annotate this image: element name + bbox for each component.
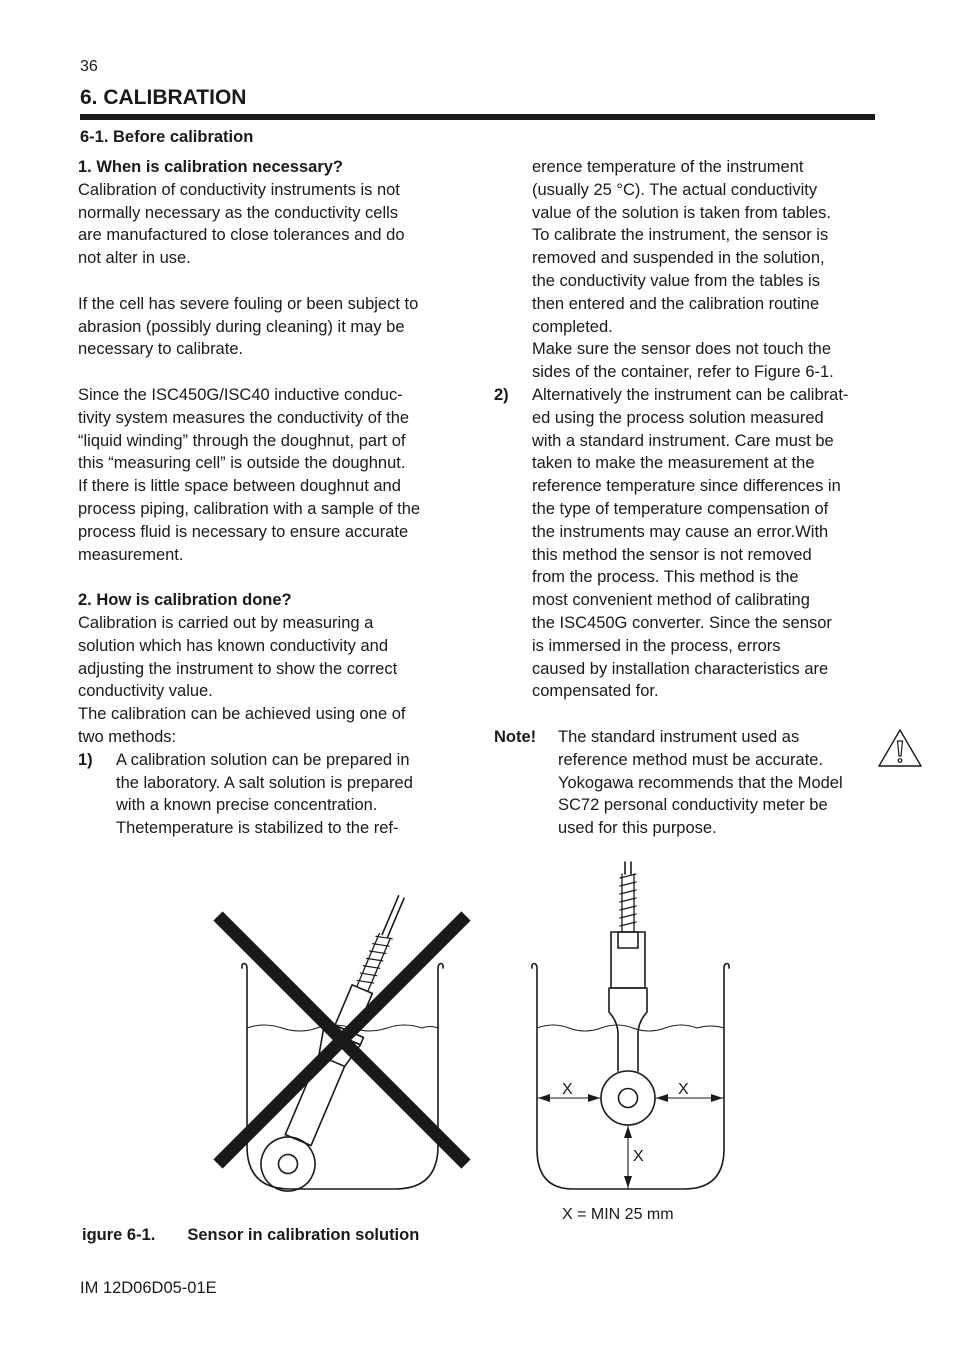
text-line: ed using the process solution measured (532, 408, 824, 427)
method-2 (494, 384, 884, 703)
text-line: Thetemperature is stabilized to the ref- (116, 819, 399, 838)
caption-title: Sensor in calibration solution (187, 1226, 420, 1244)
text-line: Calibration is carried out by measuring a (78, 613, 374, 632)
document-id-footer: IM 12D06D05-01E (80, 1279, 217, 1297)
dimension-note: X = MIN 25 mm (562, 1206, 674, 1223)
text-line: reference method must be accurate. (558, 750, 824, 769)
text-line: SC72 personal conductivity meter be (558, 796, 828, 815)
text-line: the ISC450G converter. Since the sensor (532, 613, 832, 632)
text-line: removed and suspended in the solution, (532, 249, 825, 268)
title-rule (80, 114, 875, 120)
text-line: taken to make the measurement at the (532, 454, 815, 473)
text-line: A calibration solution can be prepared in (116, 750, 410, 769)
text-line: used for this purpose. (558, 819, 717, 838)
paragraph-how (78, 612, 468, 749)
text-line: then entered and the calibration routine (532, 294, 820, 313)
text-line: process fluid is necessary to ensure accurate (78, 522, 409, 541)
text-line: solution which has known conductivity and (78, 636, 389, 655)
text-line: sides of the container, refer to Figure 6-1. (532, 363, 834, 382)
text-line: conductivity value. (78, 682, 213, 701)
text-line: (usually 25 °C). The actual conductivity (532, 180, 818, 199)
liquid-surface-right (537, 1025, 724, 1031)
text-line: abrasion (possibly during cleaning) it may be (78, 317, 405, 336)
cross-x-icon (218, 916, 466, 1164)
paragraph-inductive (78, 384, 468, 566)
dimension-arrows (538, 1098, 723, 1188)
text-line: Calibration of conductivity instruments is not (78, 180, 400, 199)
text-line: are manufactured to close tolerances and do (78, 226, 405, 245)
text-line: Since the ISC450G/ISC40 inductive conduc- (78, 385, 403, 404)
caption-number: igure 6-1. (82, 1226, 156, 1244)
warning-triangle-icon (876, 727, 924, 769)
text-line: necessary to calibrate. (78, 340, 244, 359)
heading-how-calibrate: 2. How is calibration done? (78, 591, 292, 610)
correct-setup (532, 862, 729, 1189)
text-line: adjusting the instrument to show the correct (78, 659, 398, 678)
section-title: 6-1. Before calibration (80, 128, 254, 146)
text-line: the laboratory. A salt solution is prepared (116, 773, 413, 792)
left-column (78, 156, 468, 840)
dimension-label-left: X (562, 1081, 573, 1098)
note-block (494, 726, 884, 840)
text-line: The calibration can be achieved using one of (78, 705, 406, 724)
figure-caption (82, 1226, 419, 1245)
text-line: Alternatively the instrument can be calibrat- (532, 385, 849, 404)
text-line: caused by installation characteristics are (532, 659, 829, 678)
text-line: If there is little space between doughnut and (78, 477, 401, 496)
beaker-left (242, 964, 443, 1190)
text-line: compensated for. (532, 682, 659, 701)
text-line: reference temperature since differences in (532, 477, 841, 496)
figure-sensor-calibration (190, 856, 750, 1236)
text-line: Yokogawa recommends that the Model (558, 773, 843, 792)
text-line: tivity system measures the conductivity of the (78, 408, 410, 427)
text-line: measurement. (78, 545, 184, 564)
method-number: 1) (78, 750, 93, 769)
text-line: with a known precise concentration. (116, 796, 378, 815)
right-column (494, 156, 884, 840)
text-line: The standard instrument used as (558, 727, 800, 746)
text-line: with a standard instrument. Care must be (532, 431, 834, 450)
arrow-heads (538, 1094, 723, 1188)
method-1 (78, 749, 468, 840)
text-line: this “measuring cell” is outside the doughnut. (78, 454, 406, 473)
chapter-title: 6. CALIBRATION (80, 86, 247, 109)
text-line: two methods: (78, 727, 177, 746)
text-line: erence temperature of the instrument (532, 158, 804, 176)
text-line: If the cell has severe fouling or been subject to (78, 294, 419, 313)
note-label: Note! (494, 727, 537, 746)
text-line: is immersed in the process, errors (532, 636, 781, 655)
method-number: 2) (494, 385, 509, 404)
text-line: completed. (532, 317, 613, 336)
dimension-label-bottom: X (633, 1148, 644, 1165)
text-line: “liquid winding” through the doughnut, part of (78, 431, 406, 450)
text-line: the conductivity value from the tables is (532, 271, 820, 290)
text-line: process piping, calibration with a sample of the (78, 499, 421, 518)
text-line: from the process. This method is the (532, 568, 799, 587)
text-line: the instruments may cause an error.With (532, 522, 829, 541)
text-line: the type of temperature compensation of (532, 499, 829, 518)
text-line: this method the sensor is not removed (532, 545, 812, 564)
text-line: Make sure the sensor does not touch the (532, 340, 832, 359)
heading-when-calibrate: 1. When is calibration necessary? (78, 158, 344, 176)
text-line: To calibrate the instrument, the sensor is (532, 226, 829, 245)
text-line: normally necessary as the conductivity cells (78, 203, 399, 222)
sensor-vertical (601, 862, 655, 1125)
text-line: most convenient method of calibrating (532, 591, 810, 610)
page-number: 36 (80, 58, 98, 75)
paragraph-intro (78, 179, 468, 270)
method-1-continued (494, 156, 884, 384)
beaker-right (532, 964, 729, 1190)
text-line: value of the solution is taken from tables. (532, 203, 831, 222)
dimension-label-right: X (678, 1081, 689, 1098)
paragraph-fouling (78, 293, 468, 361)
text-line: not alter in use. (78, 249, 191, 268)
